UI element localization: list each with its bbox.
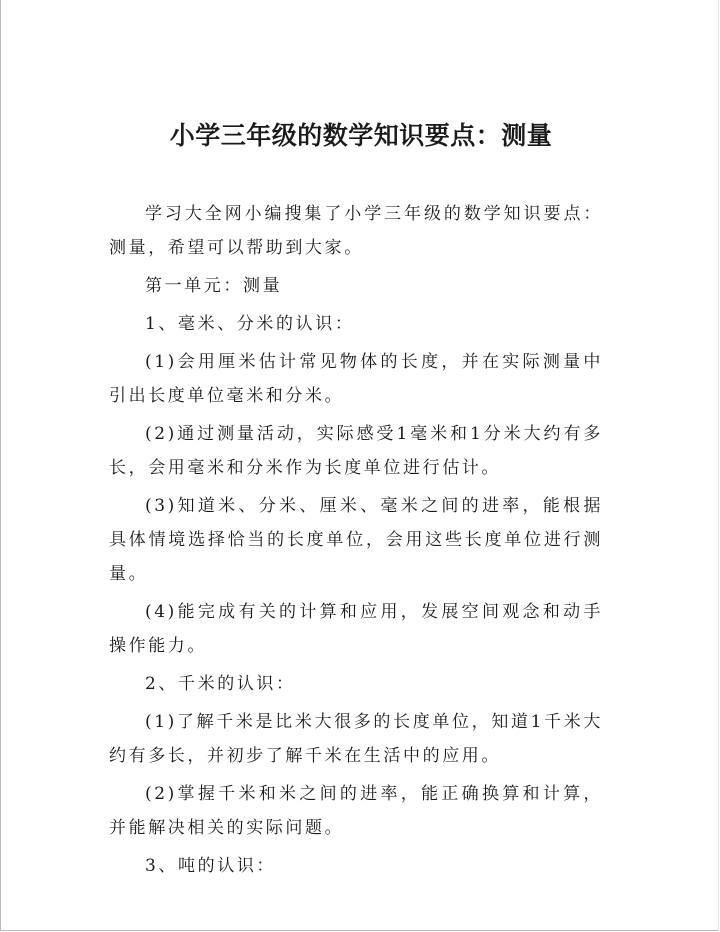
list-item: (2)掌握千米和米之间的进率，能正确换算和计算，并能解决相关的实际问题。 (109, 784, 603, 838)
document-title: 小学三年级的数学知识要点：测量 (169, 121, 553, 150)
list-item: (1)了解千米是比米大很多的长度单位，知道1千米大约有多长，并初步了解千米在生活中的应用。 (109, 712, 603, 766)
section-heading: 第一单元：测量 (145, 276, 283, 296)
list-item: (2)通过测量活动，实际感受1毫米和1分米大约有多长，会用毫米和分米作为长度单位进行估计。 (109, 424, 603, 478)
list-item: (3)知道米、分米、厘米、毫米之间的进率，能根据具体情境选择恰当的长度单位，会用这些长度单位进行测量。 (109, 496, 603, 584)
document-body (109, 197, 603, 887)
subsection-heading: 3、吨的认识： (145, 856, 277, 876)
subsection-heading: 1、毫米、分米的认识： (145, 314, 355, 334)
paragraph-intro: 学习大全网小编搜集了小学三年级的数学知识要点：测量，希望可以帮助到大家。 (109, 204, 603, 258)
subsection-heading: 2、千米的认识： (145, 674, 296, 694)
list-item: (4)能完成有关的计算和应用，发展空间观念和动手操作能力。 (109, 602, 603, 656)
list-item: (1)会用厘米估计常见物体的长度，并在实际测量中引出长度单位毫米和分米。 (109, 352, 603, 406)
